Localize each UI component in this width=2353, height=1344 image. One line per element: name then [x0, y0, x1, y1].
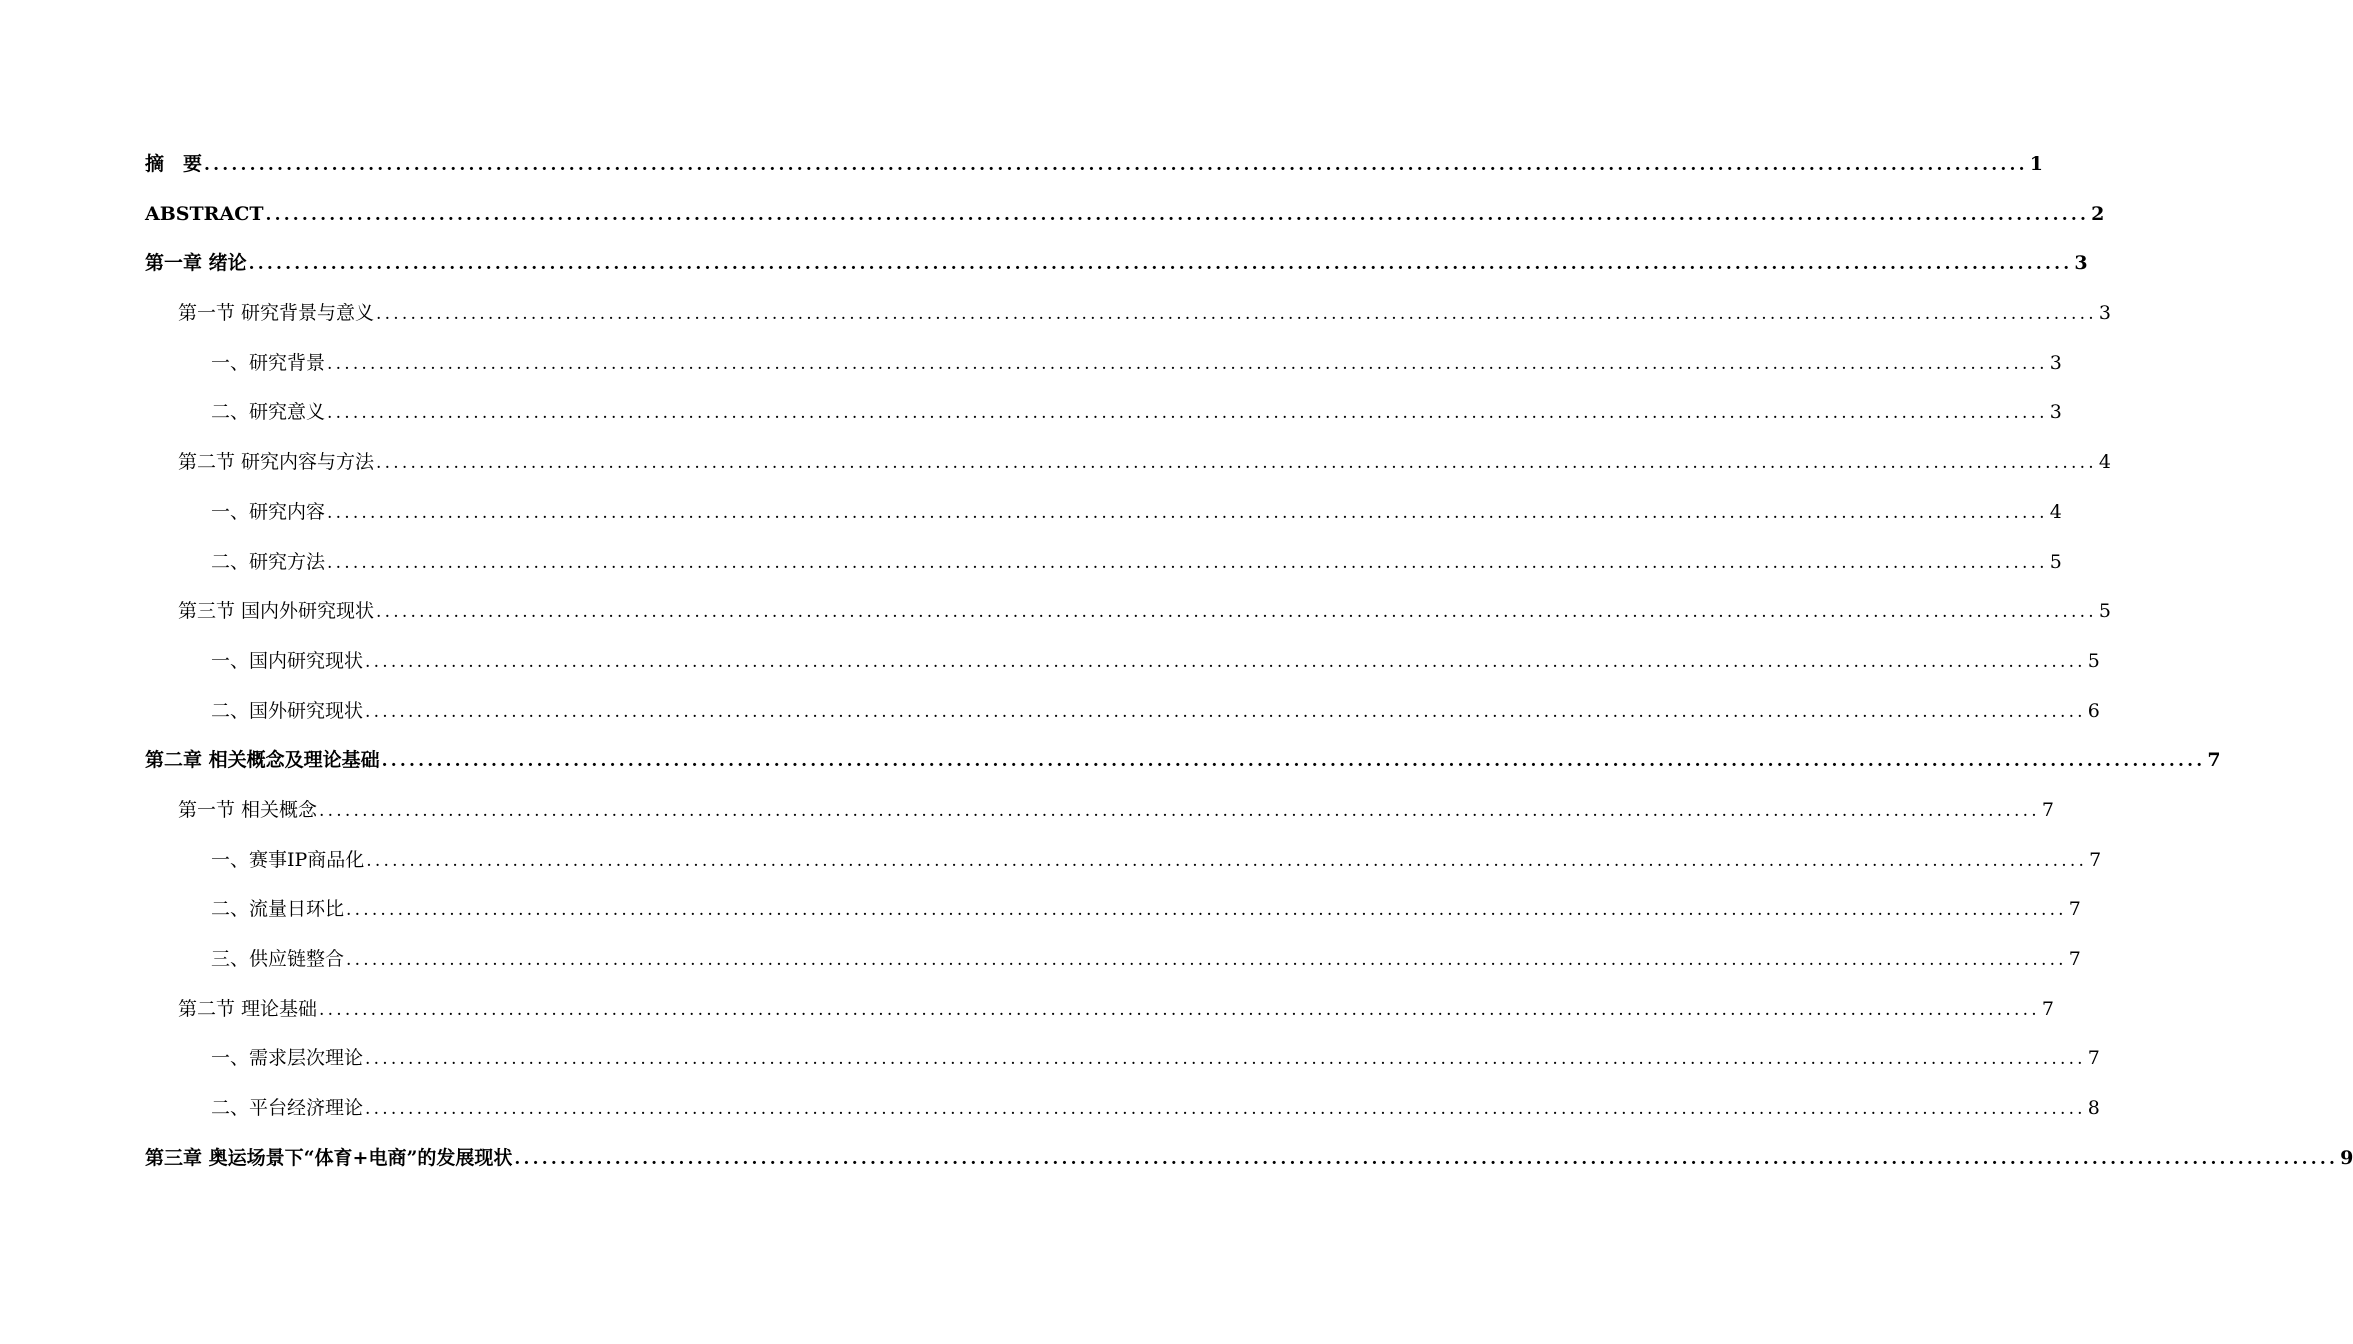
toc-entry-page: 7 — [2068, 898, 2081, 921]
toc-entry-page: 4 — [2098, 451, 2111, 474]
toc-dot-leader: ........................................................................................................................................................................................................ — [381, 751, 2206, 772]
toc-entry-page: 3 — [2098, 302, 2111, 325]
toc-entry-page: 3 — [2049, 401, 2062, 424]
toc-entry-page: 7 — [2041, 798, 2054, 821]
toc-entry-page: 8 — [2087, 1097, 2100, 1120]
toc-entry[interactable] — [145, 885, 2081, 935]
toc-dot-leader: ........................................................................................................................................................................................................ — [265, 204, 2090, 225]
toc-entry-page: 7 — [2087, 1047, 2100, 1070]
toc-entry-page: 5 — [2049, 550, 2062, 573]
toc-entry[interactable] — [145, 736, 2221, 786]
toc-entry-title: ABSTRACT — [145, 202, 264, 225]
toc-entry[interactable] — [145, 438, 2111, 488]
toc-entry[interactable] — [145, 1084, 2100, 1134]
toc-dot-leader: ........................................................................................................................................................................................................ — [346, 900, 2067, 921]
toc-entry[interactable] — [145, 637, 2100, 687]
toc-entry-page: 5 — [2087, 649, 2100, 672]
toc-entry-title: 三、供应链整合 — [211, 948, 345, 970]
toc-dot-leader: ........................................................................................................................................................................................................ — [376, 602, 2097, 623]
toc-entry-title: 二、平台经济理论 — [211, 1097, 364, 1120]
toc-dot-leader: ........................................................................................................................................................................................................ — [327, 552, 2048, 573]
toc-entry[interactable] — [145, 687, 2100, 737]
toc-entry-page: 7 — [2089, 848, 2102, 871]
toc-dot-leader: ........................................................................................................................................................................................................ — [365, 701, 2086, 722]
table-of-contents — [145, 140, 2353, 1183]
toc-entry[interactable] — [145, 388, 2062, 438]
toc-dot-leader: ........................................................................................................................................................................................................ — [376, 453, 2097, 474]
toc-dot-leader: ........................................................................................................................................................................................................ — [346, 950, 2067, 970]
toc-entry[interactable] — [145, 488, 2062, 538]
toc-dot-leader: ........................................................................................................................................................................................................ — [376, 304, 2097, 325]
toc-entry-title: 二、研究意义 — [211, 401, 326, 424]
toc-entry-page: 6 — [2087, 699, 2100, 722]
toc-entry-title: 二、流量日环比 — [211, 898, 345, 921]
toc-dot-leader: ........................................................................................................................................................................................................ — [327, 403, 2048, 424]
toc-entry-title: 第三章 奥运场景下“体育+电商”的发展现状 — [145, 1146, 513, 1169]
toc-entry-title: 第二章 相关概念及理论基础 — [145, 749, 380, 772]
toc-entry-title: 一、国内研究现状 — [211, 649, 364, 672]
toc-entry[interactable] — [145, 1034, 2100, 1084]
toc-entry-page: 7 — [2207, 749, 2221, 772]
toc-entry-page: 7 — [2068, 948, 2081, 970]
toc-entry-title: 一、研究背景 — [211, 351, 326, 374]
toc-entry[interactable] — [145, 836, 2102, 886]
toc-entry[interactable] — [145, 140, 2043, 190]
toc-entry-title: 第一节 研究背景与意义 — [178, 302, 375, 325]
toc-entry[interactable] — [145, 587, 2111, 637]
toc-entry-page: 3 — [2049, 351, 2062, 374]
toc-entry[interactable] — [145, 538, 2062, 588]
toc-entry-page: 2 — [2091, 202, 2105, 225]
toc-entry-page: 5 — [2098, 600, 2111, 623]
toc-dot-leader: ........................................................................................................................................................................................................ — [366, 850, 2088, 871]
toc-entry-title: 第一节 相关概念 — [178, 798, 318, 821]
toc-entry[interactable] — [145, 985, 2054, 1035]
toc-entry-title: 第一章 绪论 — [145, 252, 247, 275]
toc-entry-title: 第三节 国内外研究现状 — [178, 600, 375, 623]
toc-entry-page: 9 — [2340, 1146, 2353, 1169]
toc-dot-leader: ........................................................................................................................................................................................................ — [365, 1099, 2086, 1120]
toc-dot-leader: ........................................................................................................................................................................................................ — [319, 999, 2040, 1020]
toc-dot-leader: ........................................................................................................................................................................................................ — [204, 155, 2028, 175]
toc-dot-leader: ........................................................................................................................................................................................................ — [365, 1049, 2086, 1070]
toc-entry-page: 7 — [2041, 997, 2054, 1020]
toc-entry-title: 摘 要 — [145, 153, 203, 175]
toc-entry-title: 一、需求层次理论 — [211, 1047, 364, 1070]
toc-dot-leader: ........................................................................................................................................................................................................ — [514, 1148, 2339, 1169]
toc-entry-title: 第二节 理论基础 — [178, 997, 318, 1020]
toc-entry[interactable] — [145, 239, 2088, 289]
toc-entry-title: 一、赛事IP商品化 — [211, 848, 365, 871]
toc-dot-leader: ........................................................................................................................................................................................................ — [365, 651, 2086, 672]
toc-dot-leader: ........................................................................................................................................................................................................ — [327, 502, 2048, 523]
toc-entry-title: 二、国外研究现状 — [211, 699, 364, 722]
toc-entry-page: 1 — [2029, 153, 2043, 175]
toc-entry-title: 第二节 研究内容与方法 — [178, 451, 375, 474]
toc-entry[interactable] — [145, 1134, 2353, 1184]
toc-entry-page: 4 — [2049, 500, 2062, 523]
toc-entry-title: 二、研究方法 — [211, 550, 326, 573]
toc-entry[interactable] — [145, 786, 2054, 836]
toc-dot-leader: ........................................................................................................................................................................................................ — [319, 800, 2040, 821]
toc-entry[interactable] — [145, 190, 2105, 240]
toc-entry[interactable] — [145, 339, 2062, 389]
toc-entry-page: 3 — [2074, 252, 2088, 275]
toc-dot-leader: ........................................................................................................................................................................................................ — [248, 254, 2073, 275]
toc-entry[interactable] — [145, 935, 2081, 985]
toc-dot-leader: ........................................................................................................................................................................................................ — [327, 353, 2048, 374]
toc-entry-title: 一、研究内容 — [211, 500, 326, 523]
toc-entry[interactable] — [145, 289, 2111, 339]
